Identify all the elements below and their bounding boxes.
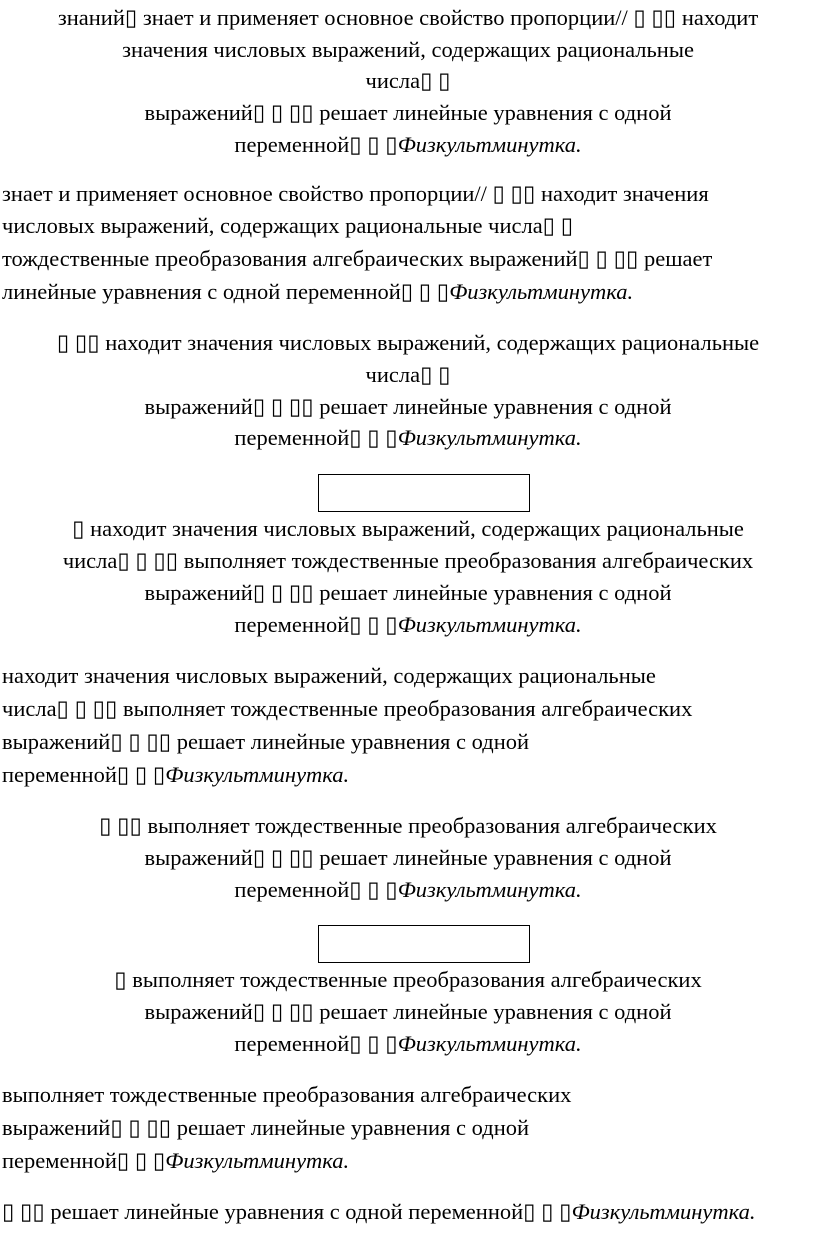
text-line: числа▯ ▯	[365, 68, 451, 93]
text-line: выражений▯ ▯ ▯▯ решает линейные уравнения с одной	[144, 845, 672, 870]
italic-term: Физкультминутка.	[397, 612, 582, 637]
italic-term: Физкультминутка.	[449, 279, 634, 304]
text-line: переменной▯ ▯ ▯Физкультминутка.	[234, 1031, 582, 1056]
text-line: ▯ ▯▯ находит значения числовых выражений, содержащих рациональные	[56, 330, 760, 355]
text-line: выражений▯ ▯ ▯▯ решает линейные уравнения с одной	[144, 580, 672, 605]
text-line: переменной▯ ▯ ▯Физкультминутка.	[2, 762, 350, 787]
italic-term: Физкультминутка.	[397, 1031, 582, 1056]
text-line: выражений▯ ▯ ▯▯ решает линейные уравнения с одной	[144, 394, 672, 419]
italic-term: Физкультминутка.	[397, 877, 582, 902]
text-line: ▯ ▯▯ решает линейные уравнения с одной переменной▯ ▯ ▯Физкультминутка.	[2, 1199, 756, 1224]
text-line: выражений▯ ▯ ▯▯ решает линейные уравнения с одной	[144, 999, 672, 1024]
italic-term: Физкультминутка.	[397, 132, 582, 157]
text-line: линейные уравнения с одной переменной▯ ▯ ▯Физкультминутка.	[2, 279, 634, 304]
text-line: выражений▯ ▯ ▯▯ решает линейные уравнения с одной	[2, 1115, 530, 1140]
text-line: числа▯ ▯ ▯▯ выполняет тождественные преобразования алгебраических	[62, 548, 754, 573]
text-line: ▯ находит значения числовых выражений, содержащих рациональные	[72, 516, 744, 541]
text-line: выражений▯ ▯ ▯▯ решает линейные уравнения с одной	[144, 100, 672, 125]
text-line: выполняет тождественные преобразования алгебраических	[2, 1082, 572, 1107]
empty-frame	[318, 474, 530, 512]
text-line: значения числовых выражений, содержащих рациональные	[122, 37, 694, 62]
italic-term: Физкультминутка.	[165, 1148, 350, 1173]
text-line: знает и применяет основное свойство пропорции// ▯ ▯▯ находит значения	[2, 181, 709, 206]
text-line: переменной▯ ▯ ▯Физкультминутка.	[234, 425, 582, 450]
text-line: переменной▯ ▯ ▯Физкультминутка.	[2, 1148, 350, 1173]
text-line: тождественные преобразования алгебраических выражений▯ ▯ ▯▯ решает	[2, 246, 713, 271]
italic-term: Физкультминутка.	[571, 1199, 756, 1224]
text-line: переменной▯ ▯ ▯Физкультминутка.	[234, 877, 582, 902]
italic-term: Физкультминутка.	[397, 425, 582, 450]
text-line: находит значения числовых выражений, содержащих рациональные	[2, 663, 656, 688]
text-line: числа▯ ▯	[365, 362, 451, 387]
empty-frame	[318, 925, 530, 963]
text-line: числа▯ ▯ ▯▯ выполняет тождественные преобразования алгебраических	[2, 696, 693, 721]
text-line: переменной▯ ▯ ▯Физкультминутка.	[234, 612, 582, 637]
text-line: числовых выражений, содержащих рациональные числа▯ ▯	[2, 213, 574, 238]
text-line: ▯ выполняет тождественные преобразования алгебраических	[114, 967, 702, 992]
text-line: выражений▯ ▯ ▯▯ решает линейные уравнения с одной	[2, 729, 530, 754]
text-line: переменной▯ ▯ ▯Физкультминутка.	[234, 132, 582, 157]
text-line: ▯ ▯▯ выполняет тождественные преобразования алгебраических	[99, 813, 717, 838]
italic-term: Физкультминутка.	[165, 762, 350, 787]
text-line: знаний▯ знает и применяет основное свойство пропорции// ▯ ▯▯ находит	[57, 5, 759, 30]
